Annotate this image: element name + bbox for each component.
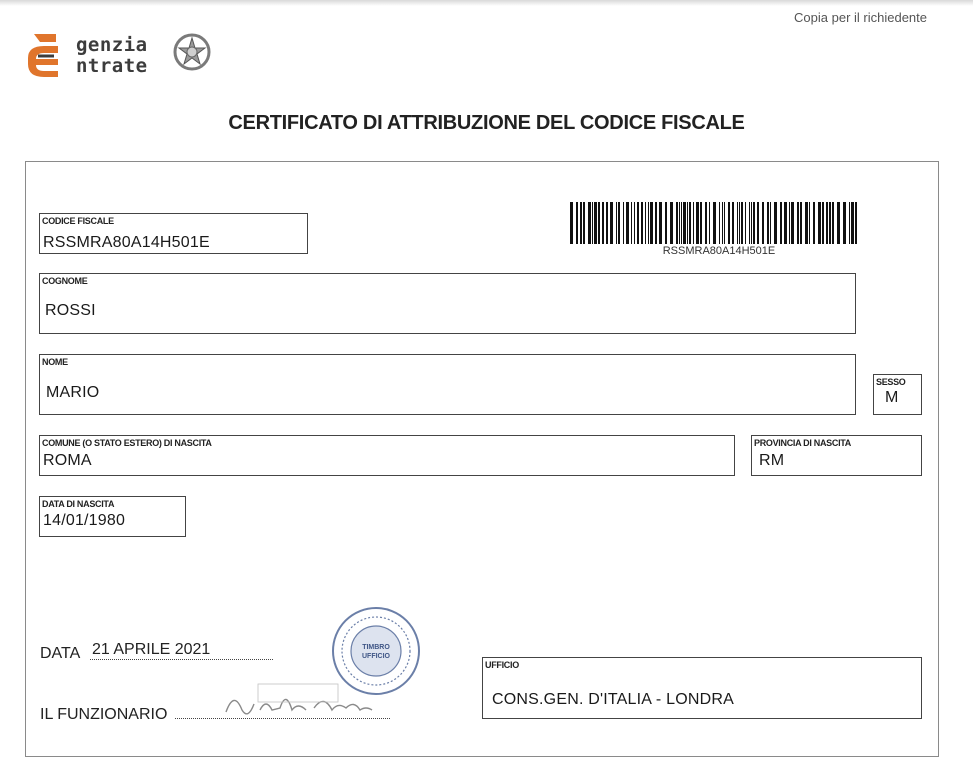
ufficio-value: CONS.GEN. D'ITALIA - LONDRA	[492, 691, 734, 708]
barcode-bar	[791, 202, 794, 244]
barcode-bar	[670, 202, 673, 244]
barcode-icon	[570, 202, 858, 244]
nome-value: MARIO	[46, 384, 100, 401]
barcode-bar	[751, 202, 752, 244]
barcode-bar	[696, 202, 699, 244]
barcode-bar	[679, 202, 680, 244]
barcode-bar	[623, 202, 624, 244]
barcode-bar	[774, 202, 777, 244]
sesso-field	[873, 374, 922, 415]
barcode-bar	[631, 202, 632, 244]
barcode-bar	[722, 202, 723, 244]
barcode-bar	[770, 202, 771, 244]
barcode-bar	[618, 202, 620, 244]
barcode-bar	[728, 202, 730, 244]
barcode-bar	[592, 202, 593, 244]
barcode-bar	[826, 202, 828, 244]
codice-fiscale-field	[39, 213, 308, 254]
comune-nascita-field	[39, 435, 735, 476]
barcode-bar	[762, 202, 764, 244]
data-value: 21 APRILE 2021	[92, 641, 211, 658]
barcode-bar	[805, 202, 808, 244]
barcode-bar	[809, 202, 810, 244]
nome-label: NOME	[42, 357, 68, 367]
barcode-bar	[741, 202, 743, 244]
barcode-bar	[855, 202, 857, 244]
barcode-bar	[749, 202, 750, 244]
barcode-bar	[813, 202, 815, 244]
cognome-value: ROSSI	[45, 302, 96, 319]
barcode-bar	[745, 202, 746, 244]
barcode-bar	[610, 202, 613, 244]
data-label: DATA	[40, 645, 81, 662]
ufficio-label: UFFICIO	[485, 660, 519, 670]
ufficio-field	[482, 657, 922, 719]
logo-line1: genzia	[75, 34, 148, 56]
comune-nascita-value: ROMA	[43, 452, 92, 469]
barcode-bar	[637, 202, 639, 244]
barcode-bar	[713, 202, 716, 244]
barcode-bar	[700, 202, 702, 244]
barcode-bar	[580, 202, 582, 244]
provincia-nascita-field	[751, 435, 922, 476]
cognome-label: COGNOME	[42, 276, 88, 286]
barcode-bar	[655, 202, 657, 244]
data-dotted-line	[90, 659, 273, 660]
barcode-bar	[767, 202, 769, 244]
barcode-bar	[719, 202, 720, 244]
barcode-bar	[829, 202, 831, 244]
barcode-bar	[689, 202, 691, 244]
barcode-bar	[598, 202, 600, 244]
italian-emblem-icon	[172, 30, 212, 74]
nome-field	[39, 354, 856, 415]
barcode-bar	[737, 202, 738, 244]
copy-note: Copia per il richiedente	[794, 10, 927, 25]
barcode-bar	[606, 202, 608, 244]
barcode-bar	[693, 202, 694, 244]
stamp-text: TIMBRO	[362, 644, 390, 651]
barcode-bar	[570, 202, 573, 244]
barcode-bar	[594, 202, 597, 244]
funzionario-label: IL FUNZIONARIO	[40, 706, 168, 723]
barcode-bar	[843, 202, 846, 244]
barcode-bar	[645, 202, 646, 244]
top-edge-shadow	[0, 0, 973, 6]
barcode-bar	[588, 202, 591, 244]
barcode-bar	[800, 202, 802, 244]
barcode-text: RSSMRA80A14H501E	[662, 245, 776, 257]
cognome-field	[39, 273, 856, 334]
barcode-bar	[687, 202, 688, 244]
barcode-bar	[641, 202, 643, 244]
barcode-bar	[739, 202, 740, 244]
barcode-bar	[705, 202, 707, 244]
sesso-label: SESSO	[876, 377, 906, 387]
barcode-bar	[818, 202, 821, 244]
barcode-bar	[822, 202, 824, 244]
data-nascita-value: 14/01/1980	[43, 512, 126, 529]
barcode-bar	[784, 202, 787, 244]
svg-text:UFFICIO: UFFICIO	[362, 653, 390, 660]
barcode-bar	[665, 202, 667, 244]
barcode-bar	[789, 202, 790, 244]
barcode-bar	[683, 202, 686, 244]
barcode-bar	[576, 202, 578, 244]
barcode-bar	[616, 202, 617, 244]
barcode-bar	[676, 202, 678, 244]
barcode-bar	[634, 202, 635, 244]
logo-line2: ntrate	[75, 55, 148, 77]
barcode-bar	[757, 202, 759, 244]
signature-icon	[220, 680, 390, 730]
provincia-nascita-value: RM	[759, 452, 785, 469]
barcode-bar	[659, 202, 662, 244]
barcode-bar	[709, 202, 710, 244]
barcode-bar	[650, 202, 653, 244]
barcode-bar	[851, 202, 854, 244]
barcode-bar	[797, 202, 799, 244]
provincia-nascita-label: PROVINCIA DI NASCITA	[754, 438, 852, 448]
barcode-bar	[681, 202, 682, 244]
codice-fiscale-label: CODICE FISCALE	[42, 216, 114, 226]
barcode-bar	[648, 202, 649, 244]
barcode-bar	[837, 202, 840, 244]
barcode-bar	[832, 202, 834, 244]
codice-fiscale-value: RSSMRA80A14H501E	[43, 234, 210, 251]
document-title: CERTIFICATO DI ATTRIBUZIONE DEL CODICE FISCALE	[228, 112, 745, 134]
data-nascita-field	[39, 496, 186, 537]
barcode-bar	[780, 202, 782, 244]
barcode-bar	[732, 202, 734, 244]
barcode-bar	[583, 202, 585, 244]
barcode-bar	[753, 202, 755, 244]
barcode-bar	[602, 202, 604, 244]
data-nascita-label: DATA DI NASCITA	[42, 499, 115, 509]
sesso-value: M	[885, 389, 899, 406]
comune-nascita-label: COMUNE (O STATO ESTERO) DI NASCITA	[42, 438, 212, 448]
barcode-bar	[724, 202, 725, 244]
agenzia-entrate-logo	[24, 28, 214, 80]
barcode-bar	[849, 202, 850, 244]
barcode-bar	[626, 202, 629, 244]
